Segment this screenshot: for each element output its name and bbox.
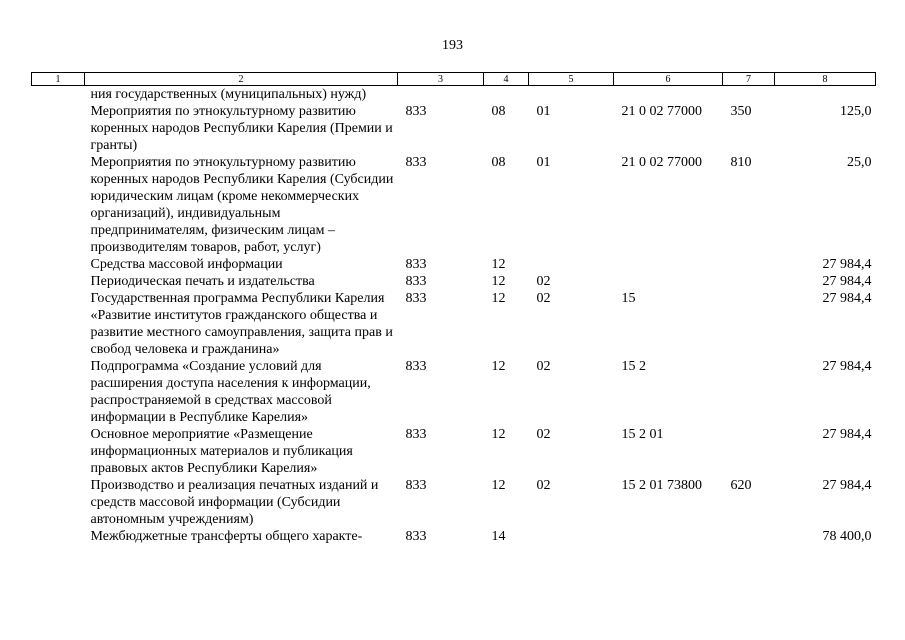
cell-amount: 27 984,4	[822, 274, 872, 289]
cell-target	[614, 528, 723, 545]
page-number: 193	[442, 38, 463, 53]
cell-target: 15 2	[621, 359, 646, 374]
cell-subsection	[529, 86, 614, 104]
cell-subsection: 01	[536, 104, 551, 119]
table-row	[32, 86, 876, 104]
header-col-5: 5	[529, 73, 614, 86]
header-col-4: 4	[484, 73, 529, 86]
cell-section	[484, 86, 529, 104]
cell-name: Мероприятия по этнокультурному развитию коренных народов Республики Карелия (Премии и гранты)	[90, 104, 393, 153]
cell-expense	[723, 528, 775, 545]
cell-target	[614, 86, 723, 104]
cell-expense	[723, 273, 775, 290]
cell-index	[32, 290, 85, 358]
table-row	[32, 426, 876, 477]
cell-amount: 27 984,4	[822, 427, 872, 442]
table-row	[32, 358, 876, 426]
cell-amount: 25,0	[847, 155, 872, 170]
cell-amount: 78 400,0	[822, 529, 872, 544]
cell-subsection: 01	[536, 155, 551, 170]
cell-amount: 125,0	[840, 104, 872, 119]
cell-amount: 27 984,4	[822, 359, 872, 374]
cell-section: 12	[491, 359, 506, 374]
cell-expense	[723, 256, 775, 273]
cell-section: 14	[491, 529, 506, 544]
cell-name: Государственная программа Республики Карелия «Развитие институтов гражданского общества и развитие местного самоуправления, защита прав и свобод человека и гражданина»	[90, 291, 393, 357]
cell-name: Межбюджетные трансферты общего характе-	[90, 529, 363, 544]
cell-section: 12	[491, 257, 506, 272]
header-col-3: 3	[398, 73, 484, 86]
cell-amount: 27 984,4	[822, 291, 872, 306]
cell-section: 08	[491, 155, 506, 170]
cell-index	[32, 86, 85, 104]
cell-amount: 27 984,4	[822, 257, 872, 272]
header-row	[32, 73, 876, 86]
cell-ministry: 833	[405, 257, 427, 272]
header-col-2: 2	[85, 73, 398, 86]
cell-ministry: 833	[405, 104, 427, 119]
cell-index	[32, 477, 85, 528]
table-row	[32, 273, 876, 290]
cell-expense	[723, 290, 775, 358]
cell-target: 15 2 01 73800	[621, 478, 702, 493]
cell-subsection: 02	[536, 274, 551, 289]
cell-index	[32, 358, 85, 426]
cell-ministry: 833	[405, 359, 427, 374]
cell-target: 21 0 02 77000	[621, 155, 702, 170]
cell-name: Периодическая печать и издательства	[90, 274, 315, 289]
cell-subsection: 02	[536, 359, 551, 374]
header-col-6: 6	[614, 73, 723, 86]
cell-ministry: 833	[405, 155, 427, 170]
table-row	[32, 256, 876, 273]
table-row	[32, 528, 876, 545]
cell-section: 12	[491, 291, 506, 306]
cell-expense	[723, 426, 775, 477]
cell-index	[32, 528, 85, 545]
cell-name: Подпрограмма «Создание условий для расширения доступа населения к информации, распространяемой в средствах массовой информации в Республике Карелия»	[90, 359, 371, 425]
cell-ministry	[398, 86, 484, 104]
cell-index	[32, 273, 85, 290]
cell-expense: 620	[730, 478, 752, 493]
cell-section: 12	[491, 274, 506, 289]
header-col-8: 8	[775, 73, 876, 86]
cell-section: 08	[491, 104, 506, 119]
cell-ministry: 833	[405, 291, 427, 306]
cell-index	[32, 426, 85, 477]
table-row	[32, 103, 876, 154]
cell-target	[614, 256, 723, 273]
cell-ministry: 833	[405, 478, 427, 493]
cell-ministry: 833	[405, 427, 427, 442]
table-header	[32, 73, 876, 86]
cell-subsection	[529, 256, 614, 273]
cell-amount	[775, 86, 876, 104]
header-col-7: 7	[723, 73, 775, 86]
cell-expense	[723, 358, 775, 426]
cell-target	[614, 273, 723, 290]
cell-target: 15 2 01	[621, 427, 664, 442]
cell-target: 15	[621, 291, 636, 306]
budget-table	[31, 72, 876, 545]
cell-index	[32, 256, 85, 273]
cell-index	[32, 103, 85, 154]
cell-amount: 27 984,4	[822, 478, 872, 493]
table-row	[32, 477, 876, 528]
cell-name: Мероприятия по этнокультурному развитию коренных народов Республики Карелия (Субсидии юридическим лицам (кроме некоммерческих организаций), индивидуальным предпринимателям, физическим лицам – производителям товаров, работ, услуг)	[90, 155, 394, 255]
cell-subsection: 02	[536, 291, 551, 306]
cell-expense	[723, 86, 775, 104]
cell-name: ния государственных (муниципальных) нужд)	[90, 87, 367, 102]
cell-ministry: 833	[405, 529, 427, 544]
cell-name: Производство и реализация печатных изданий и средств массовой информации (Субсидии автономным учреждениям)	[90, 478, 379, 527]
cell-subsection: 02	[536, 478, 551, 493]
cell-name: Основное мероприятие «Размещение информационных материалов и публикация правовых актов Республики Карелия»	[90, 427, 353, 476]
cell-expense: 350	[730, 104, 752, 119]
table-row	[32, 290, 876, 358]
cell-section: 12	[491, 478, 506, 493]
cell-subsection: 02	[536, 427, 551, 442]
table-row	[32, 154, 876, 256]
cell-expense: 810	[730, 155, 752, 170]
cell-subsection	[529, 528, 614, 545]
cell-index	[32, 154, 85, 256]
table-body	[32, 86, 876, 546]
cell-ministry: 833	[405, 274, 427, 289]
cell-target: 21 0 02 77000	[621, 104, 702, 119]
header-col-1: 1	[32, 73, 85, 86]
cell-section: 12	[491, 427, 506, 442]
cell-name: Средства массовой информации	[90, 257, 283, 272]
